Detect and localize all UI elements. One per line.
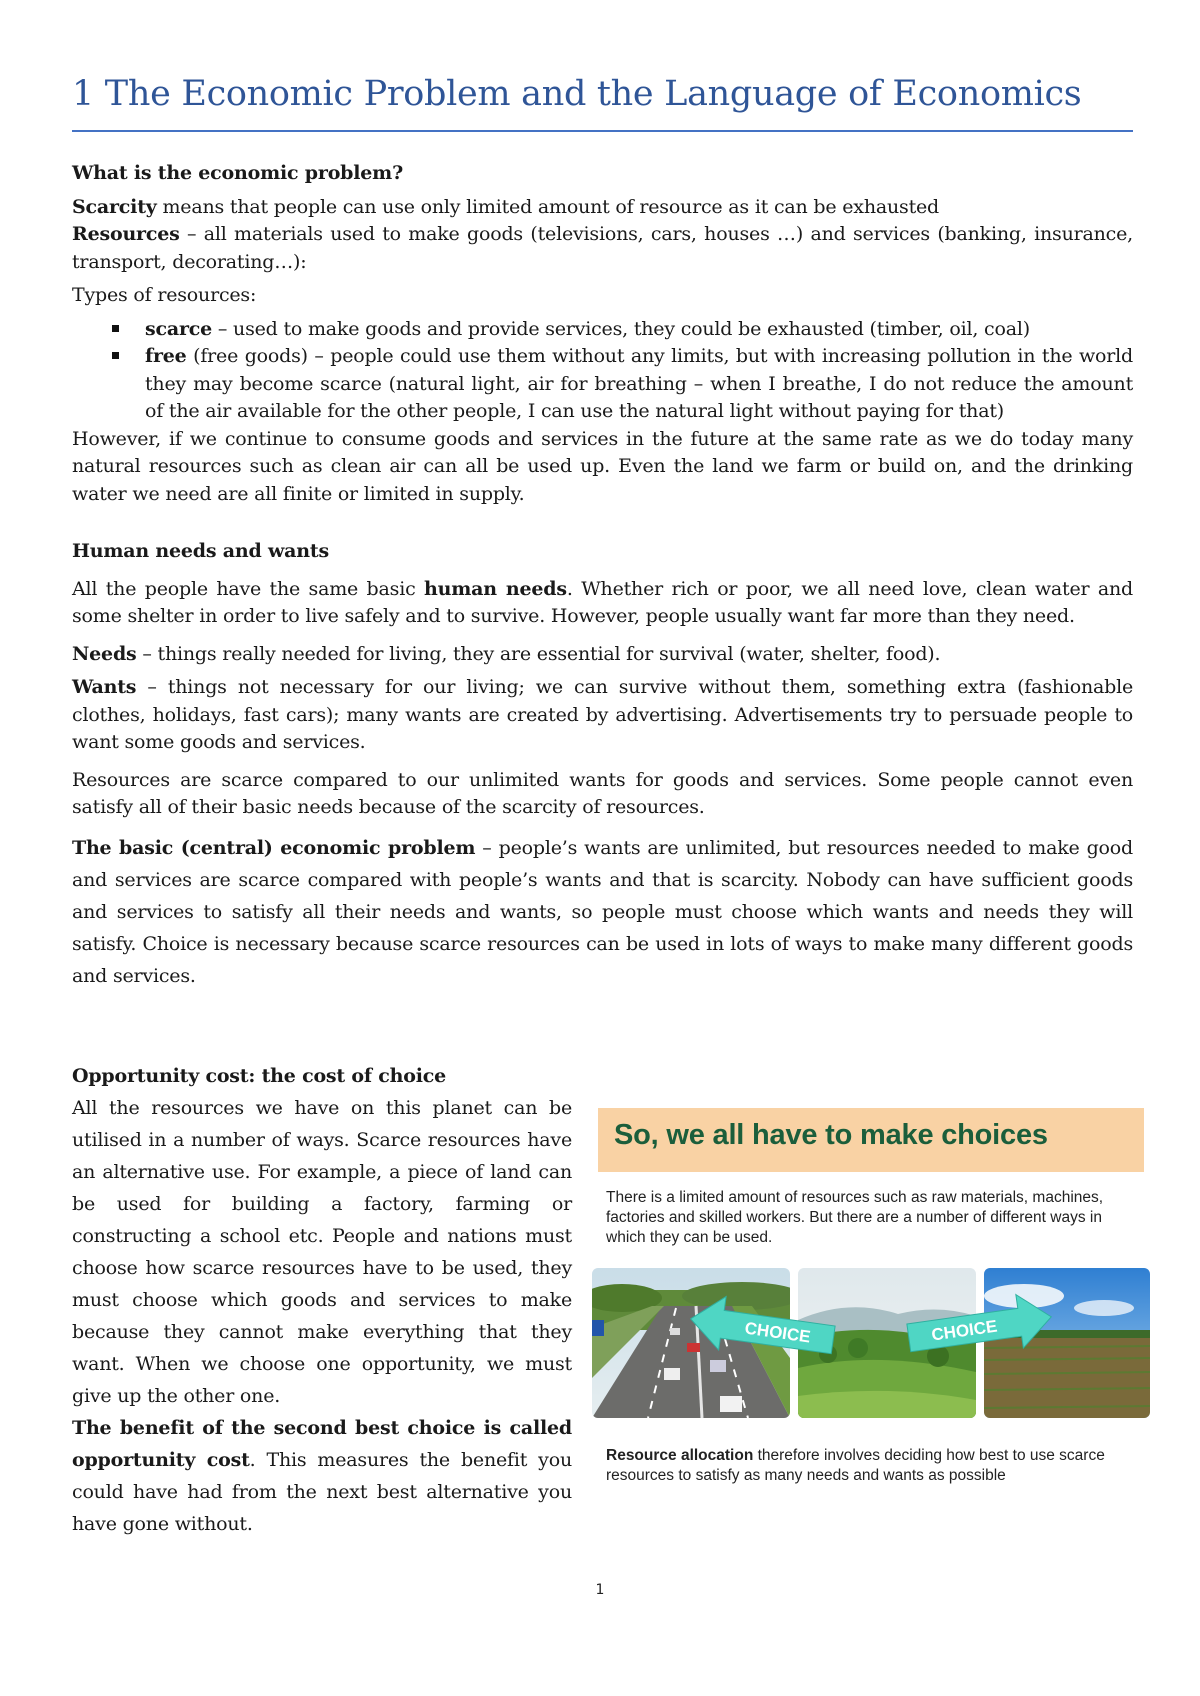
human-needs-paragraph: [72, 576, 1133, 631]
square-bullet-icon: [112, 352, 119, 359]
page-title: 1 The Economic Problem and the Language of Economics: [72, 74, 1082, 114]
opportunity-cost-definition: [72, 1412, 572, 1540]
list-item: [72, 316, 1133, 344]
section-heading-economic-problem: What is the economic problem?: [72, 162, 403, 184]
needs-text: – things really needed for living, they are essential for survival (water, shelter, food).: [136, 642, 941, 665]
scarcity-text: means that people can use only limited amount of resource as it can be exhausted: [156, 195, 940, 218]
resources-definition: [72, 221, 1133, 276]
square-bullet-icon: [112, 325, 119, 332]
resource-allocation-term: Resource allocation: [606, 1447, 754, 1464]
infographic-footer: [606, 1446, 1146, 1486]
intro-text-end: . Whether rich or poor, we all need love, clean water and some shelter in order to live safely and to survive. However, people usually want far more than they need.: [72, 577, 1133, 627]
scarcity-term: Scarcity: [72, 195, 157, 218]
opportunity-cost-body: All the resources we have on this planet can be utilised in a number of ways. Scarce resources have an alternative use. For example, a piece of land can be used for building a factory, farming or constructing a school etc. People and nations must choose how scarce resources have to be used, they must choose which goods and services to make because they cannot make everything that they want. When we choose one opportunity, we must give up the other one.: [72, 1097, 572, 1407]
central-problem-text: – people’s wants are unlimited, but resources needed to make good and services are scarce compared with people’s wants and that is scarcity. Nobody can have sufficient goods and services to satisfy all their needs and wants, so people must choose which wants and needs they will satisfy. Choice is necessary because scarce resources can be used in lots of ways to make many different goods and services.: [72, 836, 1133, 987]
opportunity-cost-text: . This measures the benefit you could have had from the next best alternative you have gone without.: [72, 1449, 572, 1535]
types-of-resources-label: Types of resources:: [72, 284, 257, 306]
section-heading-opportunity-cost: Opportunity cost: the cost of choice: [72, 1065, 447, 1087]
central-problem-paragraph: [72, 832, 1133, 992]
wants-text: – things not necessary for our living; we can survive without them, something extra (fashionable clothes, holidays, fast cars); many wants are created by advertising. Advertisements try to persuade people to want some goods and services.: [72, 676, 1133, 753]
resource-types-list: [72, 316, 1133, 426]
wants-definition: [72, 674, 1133, 757]
bullet-term: scarce: [145, 317, 213, 340]
human-needs-term: human needs: [424, 577, 567, 600]
right-choice-arrow-icon: [904, 1292, 1054, 1362]
opportunity-cost-term: The benefit of the second best choice is called opportunity cost: [72, 1417, 572, 1471]
resources-term: Resources: [72, 223, 180, 245]
opportunity-cost-section: [72, 1060, 572, 1540]
needs-definition: [72, 641, 1133, 669]
central-problem-term: The basic (central) economic problem: [72, 836, 476, 859]
however-paragraph: However, if we continue to consume goods and services in the future at the same rate as we do today many natural resources such as clean air can all be used up. Even the land we farm or build on, and the drinking water we need are all finite or limited in supply.: [72, 427, 1133, 505]
resources-text: – all materials used to make goods (televisions, cars, houses …) and services (banking, insurance, transport, decorating…):: [72, 223, 1133, 273]
left-choice-arrow-icon: [688, 1294, 838, 1364]
bullet-text: – used to make goods and provide services, they could be exhausted (timber, oil, coal): [212, 317, 1030, 340]
intro-text: All the people have the same basic: [72, 577, 424, 600]
scarcity-definition: [72, 194, 1133, 222]
left-arrow-label: CHOICE: [743, 1318, 812, 1347]
wants-term: Wants: [72, 676, 137, 698]
bullet-term: free: [145, 345, 187, 367]
needs-term: Needs: [72, 642, 137, 665]
bullet-text: (free goods) – people could use them without any limits, but with increasing pollution in the world they may become scarce (natural light, air for breathing – when I breathe, I do not reduce the amount of the air available for the other people, I can use the natural light without paying for that): [145, 345, 1133, 422]
infographic-photos: [592, 1268, 1150, 1418]
list-item: [72, 343, 1133, 426]
scarcity-paragraph: Resources are scarce compared to our unlimited wants for goods and services. Some people cannot even satisfy all of their basic needs because of the scarcity of resources.: [72, 768, 1133, 818]
right-arrow-label: CHOICE: [930, 1316, 999, 1345]
infographic-title: So, we all have to make choices: [614, 1119, 1048, 1151]
page-number: 1: [595, 1582, 605, 1598]
infographic-banner: [598, 1108, 1144, 1172]
infographic-intro: There is a limited amount of resources such as raw materials, machines, factories and skilled workers. But there are a number of different ways in which they can be used.: [606, 1189, 1104, 1246]
section-heading-needs-wants: Human needs and wants: [72, 540, 329, 562]
title-underline: [72, 130, 1133, 132]
main-content: [72, 160, 1133, 992]
resource-allocation-text: therefore involves deciding how best to use scarce resources to satisfy as many needs and wants as possible: [606, 1447, 1105, 1484]
choices-infographic: [592, 1108, 1150, 1488]
